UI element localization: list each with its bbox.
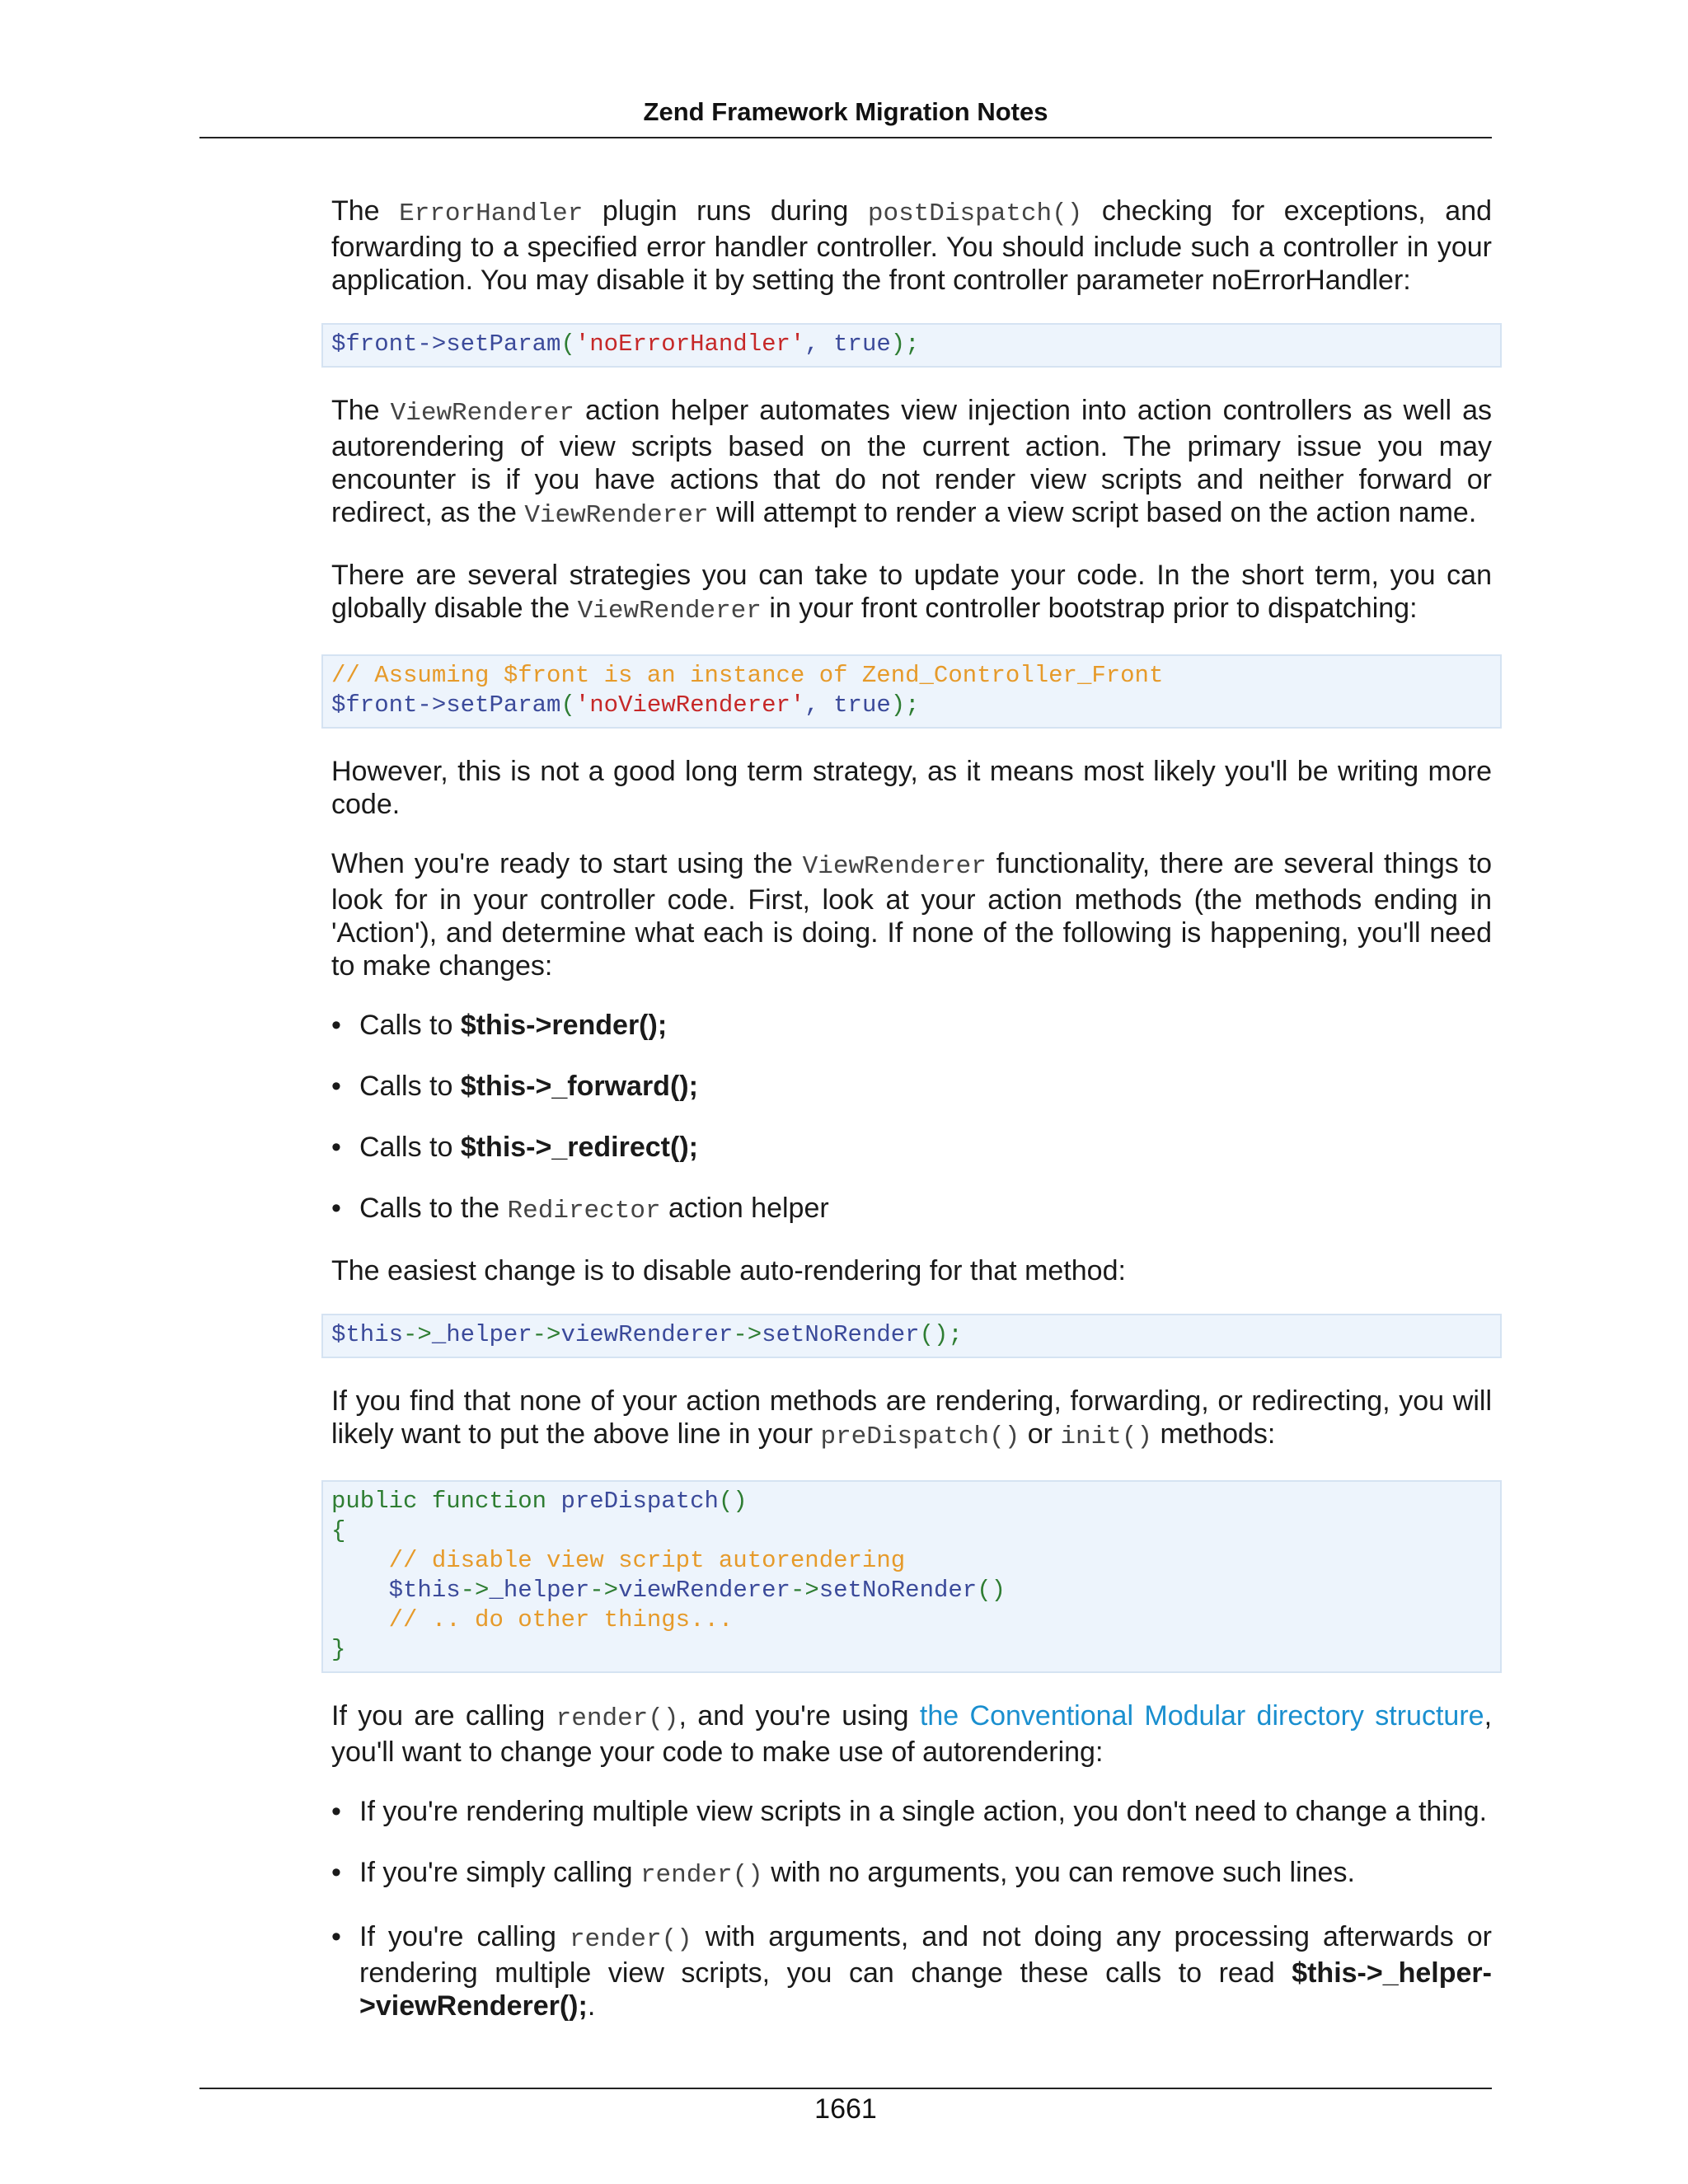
code-token: setNoRender <box>762 1321 920 1348</box>
code-comment: // disable view script autorendering <box>388 1547 906 1574</box>
list-item <box>331 1192 1492 1228</box>
list-item <box>331 1070 1492 1103</box>
list-render-changes <box>331 1795 1492 2022</box>
text: checking for exceptions, and forwarding to a specified error handler controller. You should include such a controller in your application. You may disable it by setting the front controller parameter noErrorHandler: <box>331 195 1493 296</box>
code-token: true <box>833 330 891 358</box>
code-token: () <box>977 1577 1006 1604</box>
code-token: preDispatch <box>546 1488 719 1515</box>
code-block-set-no-render <box>321 1314 1502 1358</box>
paragraph-strategies <box>331 559 1492 628</box>
code-token: $front <box>331 691 418 719</box>
text: in your front controller bootstrap prior to dispatching: <box>761 593 1418 624</box>
text: The <box>331 395 391 426</box>
code-token: setParam <box>446 330 561 358</box>
text: , and you're using <box>678 1700 920 1732</box>
text: When you're ready to start using the <box>331 848 803 879</box>
inline-code-viewrenderer: ViewRenderer <box>390 399 574 428</box>
paragraph-ready-to-start <box>331 847 1492 982</box>
inline-code-postdispatch: postDispatch() <box>867 199 1083 228</box>
text: with no arguments, you can remove such lines. <box>762 1857 1355 1888</box>
code-token: -> <box>417 691 447 719</box>
code-token: { <box>331 1517 346 1544</box>
code-token: _helper <box>489 1577 590 1604</box>
text: methods: <box>1152 1418 1276 1450</box>
code-token: } <box>331 1636 346 1663</box>
code-token: , <box>804 691 834 719</box>
bold-code: $this->_redirect(); <box>460 1132 698 1163</box>
bold-code: $this->_forward(); <box>460 1071 698 1102</box>
code-token: viewRenderer <box>560 1321 734 1348</box>
text: will attempt to render a view script based on the action name. <box>708 497 1477 528</box>
code-token: ); <box>890 330 920 358</box>
text: functionality, there are several things to look for in your controller code. First, look at your action methods (the methods ending in 'Action'), and determine what each is doing. If none of the following is happening, you'll need to make changes: <box>331 848 1492 982</box>
inline-code-init: init() <box>1060 1422 1153 1451</box>
code-token: -> <box>589 1577 619 1604</box>
inline-code-viewrenderer: ViewRenderer <box>524 501 709 530</box>
text: Calls to <box>359 1071 461 1102</box>
code-token: -> <box>417 330 447 358</box>
bold-code: $this->_helper->viewRenderer(); <box>359 1957 1492 2022</box>
code-token: public function <box>331 1488 547 1515</box>
text: If you're calling <box>359 1921 570 1952</box>
paragraph-easiest-change: The easiest change is to disable auto-rendering for that method: <box>331 1255 1126 1286</box>
inline-code-viewrenderer: ViewRenderer <box>577 597 762 626</box>
page-number: 1661 <box>814 2093 877 2125</box>
text: plugin runs during <box>583 195 868 227</box>
inline-code-render: render() <box>640 1861 763 1890</box>
footer-divider <box>199 2088 1492 2089</box>
list-item <box>331 1920 1492 2022</box>
text: If you're simply calling <box>359 1857 640 1888</box>
paragraph-view-renderer <box>331 394 1492 532</box>
header-divider <box>199 137 1492 138</box>
code-token: , <box>804 330 834 358</box>
code-indent <box>331 1547 389 1574</box>
list-item <box>331 1856 1492 1892</box>
code-token: ( <box>560 691 575 719</box>
text: . <box>587 1990 596 2022</box>
code-token: viewRenderer <box>618 1577 790 1604</box>
code-token: setNoRender <box>818 1577 978 1604</box>
inline-code-redirector: Redirector <box>507 1197 661 1226</box>
list-item <box>331 1009 1492 1042</box>
text: Calls to the <box>359 1193 508 1224</box>
list-action-calls <box>331 1009 1492 1228</box>
code-token: -> <box>790 1577 819 1604</box>
text: , you'll want to change your code to make use of autorendering: <box>331 1700 1493 1768</box>
code-token: 'noErrorHandler' <box>574 330 805 358</box>
paragraph-none-rendering <box>331 1385 1492 1454</box>
text: Calls to <box>359 1010 461 1041</box>
list-item <box>331 1131 1492 1164</box>
page-header-title: Zend Framework Migration Notes <box>643 97 1048 126</box>
code-token: (); <box>919 1321 963 1348</box>
code-token: -> <box>532 1321 561 1348</box>
paragraph-error-handler <box>331 194 1492 297</box>
code-token: _helper <box>431 1321 532 1348</box>
code-comment: // .. do other things... <box>388 1606 734 1633</box>
code-token: true <box>833 691 891 719</box>
code-token: setParam <box>446 691 561 719</box>
text: action helper <box>660 1193 829 1224</box>
code-block-no-error-handler <box>321 323 1502 368</box>
inline-code-errorhandler: ErrorHandler <box>399 199 584 228</box>
text: Calls to <box>359 1132 461 1163</box>
inline-code-predispatch: preDispatch() <box>820 1422 1020 1451</box>
inline-code-viewrenderer: ViewRenderer <box>802 852 987 881</box>
text: or <box>1020 1418 1061 1450</box>
code-token: $front <box>331 330 418 358</box>
code-block-predispatch <box>321 1480 1502 1673</box>
code-block-no-view-renderer <box>321 654 1502 729</box>
code-token: () <box>718 1488 748 1515</box>
text: action helper automates view injection into action controllers as well as autorendering of view scripts based on the current action. The primary issue you may encounter is if you have actions that do not render view scripts and neither forward or redirect, as the <box>331 395 1492 528</box>
code-comment: // Assuming $front is an instance of Zend_Controller_Front <box>331 662 1164 689</box>
page-content <box>331 194 1492 2049</box>
code-token: ( <box>560 330 575 358</box>
code-token: $this <box>388 1577 461 1604</box>
text: with arguments, and not doing any processing afterwards or rendering multiple view scripts, you can change these calls to read <box>359 1921 1492 1989</box>
code-token: ); <box>890 691 920 719</box>
text: If you find that none of your action methods are rendering, forwarding, or redirecting, you will likely want to put the above line in your <box>331 1385 1492 1450</box>
code-indent <box>331 1606 389 1633</box>
text: The <box>331 195 400 227</box>
code-token: -> <box>403 1321 432 1348</box>
text: There are several strategies you can take to update your code. In the short term, you can globally disable the <box>331 560 1492 624</box>
text: If you are calling <box>331 1700 556 1732</box>
code-indent <box>331 1577 389 1604</box>
list-item: • If you're rendering multiple view scripts in a single action, you don't need to change a thing. <box>331 1795 1492 1828</box>
inline-code-render: render() <box>569 1925 692 1954</box>
paragraph-not-good-strategy: However, this is not a good long term strategy, as it means most likely you'll be writing more code. <box>331 756 1492 820</box>
code-token: -> <box>733 1321 762 1348</box>
inline-code-render: render() <box>556 1704 679 1733</box>
paragraph-calling-render <box>331 1699 1492 1769</box>
code-token: -> <box>460 1577 490 1604</box>
code-token: 'noViewRenderer' <box>574 691 805 719</box>
bold-code: $this->render(); <box>460 1010 668 1041</box>
code-token: $this <box>331 1321 404 1348</box>
conventional-modular-link[interactable]: the Conventional Modular directory structure <box>919 1700 1484 1732</box>
